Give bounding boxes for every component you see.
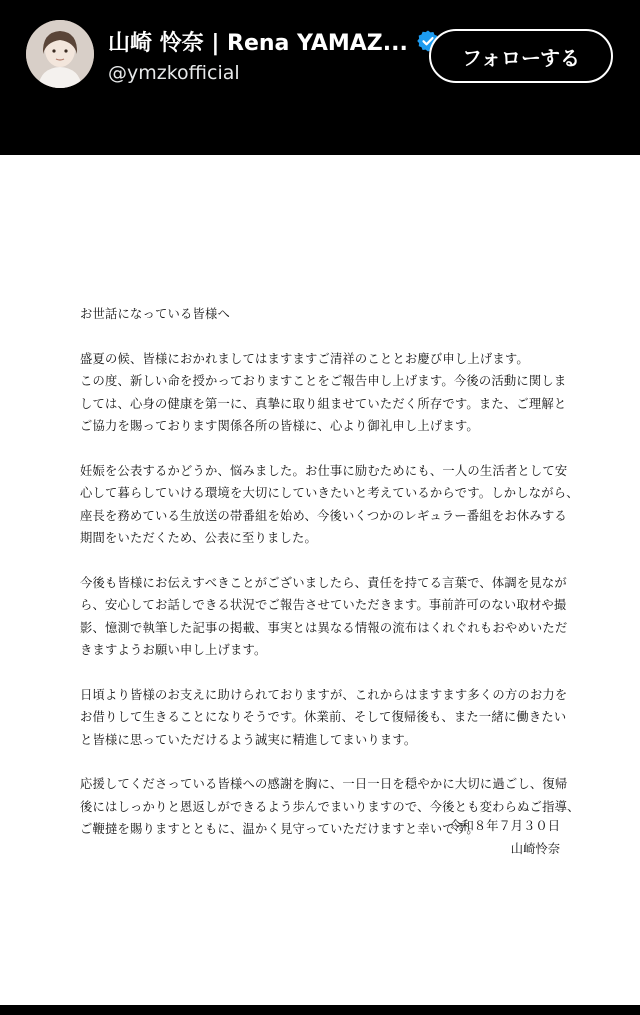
statement-line: この度、新しい命を授かっておりますことをご報告申し上げます。今後の活動に関しま — [80, 374, 567, 388]
statement-line: 影、憶測で執筆した記事の掲載、事実とは異なる情報の流布はくれぐれもおやめいただ — [80, 620, 568, 635]
statement-footer — [449, 815, 560, 861]
statement-body — [80, 303, 580, 863]
statement-line: 妊娠を公表するかどうか、悩みました。お仕事に励むためにも、一人の生活者として安 — [80, 463, 568, 478]
statement-line: ご鞭撻を賜りますとともに、温かく見守っていただけますと幸いです。 — [80, 822, 479, 836]
statement-image — [0, 155, 640, 1005]
statement-paragraph-2 — [80, 460, 579, 550]
statement-line: 盛夏の候、皆様におかれましてはますますご清祥のこととお慶び申し上げます。 — [80, 351, 529, 366]
bottom-bar — [0, 1005, 640, 1015]
statement-line: お借りして生きることになりそうです。休業前、そして復帰後も、また一緒に働きたい — [80, 710, 567, 724]
statement-signature: 山崎怜奈 — [510, 842, 560, 856]
avatar-image — [26, 20, 94, 88]
follow-button[interactable]: フォローする — [429, 29, 613, 83]
statement-line: 応援してくださっている皆様への感謝を胸に、一日一日を穏やかに大切に過ごし、復帰 — [80, 777, 568, 791]
avatar[interactable] — [26, 20, 94, 88]
statement-date: 令和８年７月３０日 — [449, 819, 560, 833]
statement-greeting: お世話になっている皆様へ — [80, 307, 230, 321]
statement-line: 日頃より皆様のお支えに助けられておりますが、これからはますます多くの方のお力を — [80, 687, 568, 702]
statement-line: 期間をいただくため、公表に至りました。 — [80, 531, 317, 545]
statement-line: ご協力を賜っております関係各所の皆様に、心より御礼申し上げます。 — [80, 419, 479, 433]
statement-line: しては、心身の健康を第一に、真摯に取り組ませていただく所存です。また、ご理解と — [80, 396, 567, 411]
statement-line: 座長を務めている生放送の帯番組を始め、今後いくつかのレギュラー番組をお休みする — [80, 508, 567, 523]
statement-line: 後にはしっかりと恩返しができるよう歩んでまいりますので、今後とも変わらぬご指導、 — [80, 799, 580, 814]
statement-line: きますようお願い申し上げます。 — [80, 643, 267, 657]
statement-line: 心して暮らしていける環境を大切にしていきたいと考えているからです。しかしながら、 — [80, 486, 579, 500]
name-row — [108, 26, 440, 56]
statement-paragraph-1 — [80, 348, 567, 438]
post-header — [0, 0, 640, 155]
statement-paragraph-3 — [80, 572, 568, 662]
user-handle[interactable]: @ymzkofficial — [108, 62, 240, 84]
statement-paragraph-4 — [80, 684, 568, 752]
statement-line: 今後も皆様にお伝えすべきことがございましたら、責任を持てる言葉で、体調を見なが — [80, 575, 567, 590]
display-name[interactable]: 山崎 怜奈 | Rena YAMAZ... — [108, 30, 408, 56]
statement-line: と皆様に思っていただけるよう誠実に精進してまいります。 — [80, 732, 417, 747]
statement-line: ら、安心してお話しできる状況でご報告させていただきます。事前許可のない取材や撮 — [80, 598, 567, 612]
